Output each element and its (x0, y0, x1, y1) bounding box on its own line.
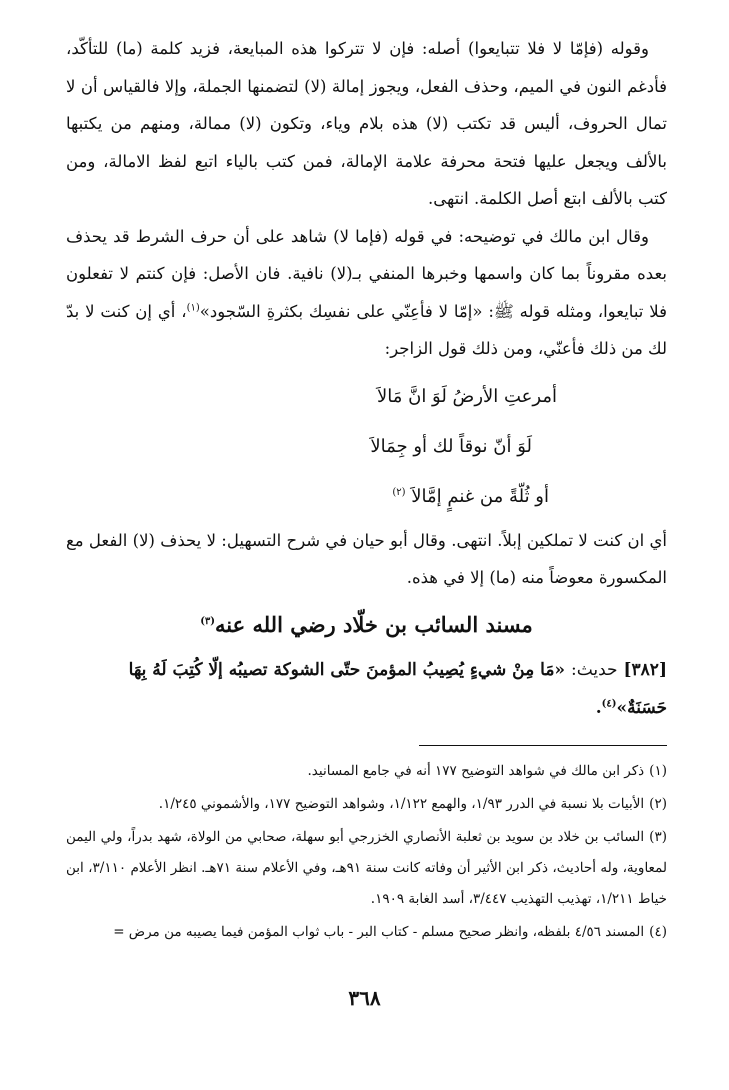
hadith-number: [٣٨٢] (623, 659, 667, 680)
verse-line: أمرعتِ الأرضُ لَوَ انَّ مَالاَ (377, 385, 557, 407)
footnote-marker: (٢) (392, 486, 406, 498)
footnote (66, 822, 667, 915)
body-paragraph: وقال ابن مالك في توضيحه: في قوله (فإما لا) شاهد على أن حرف الشرط قد يحذف بعده مقروناً بما كان واسمها وخبرها المنفي بـ(لا) نافية. فان الأصل: فإن كنتم لا تفعلون فلا تبايعوا، ومثله قوله ﷺ: «إمّا لا فأعِنّي على نفسِك بكثرةِ السّجود»$^{(١)}$، أي إن كنت لا بدّ لك من ذلك فأعنّي، ومن ذلك قول الزاجر: (66, 226, 667, 358)
footnote-number: (٢) (649, 795, 667, 812)
footnote-text: السائب بن خلاد بن سويد بن ثعلبة الأنصاري الخزرجي أبو سهلة، صحابي من الولاة، شهد بدراً، ولي اليمن لمعاوية، وله أحاديث، ذكر ابن الأثير أن وفاته كانت سنة ٩١هـ، وفي الأعلام سنة ٧١هـ. انظر الأعلام ٣/١١٠، ابن خياط ١/٢١١، تهذيب التهذيب ٣/٤٤٧، أسد الغابة ١٩٠٩. (66, 828, 667, 907)
hadith-entry: [٣٨٢] حديث: «مَا مِنْ شيءٍ يُصِيبُ المؤمنَ حتّى الشوكة تصيبُه إلّا كُتِبَ لَهُ بِهَا حَسَنَةٌ»$^{(٤)}$. (128, 659, 667, 718)
hadith-text: «مَا مِنْ شيءٍ يُصِيبُ المؤمنَ حتّى الشوكة تصيبُه إلّا كُتِبَ لَهُ بِهَا حَسَنَةٌ» (128, 659, 667, 718)
verse-line (66, 472, 667, 522)
footnote-divider (419, 745, 667, 746)
section-title (66, 601, 667, 649)
footnote-number: (١) (649, 762, 667, 779)
paragraph-text: أي إن كنت لا بدّ لك من ذلك فأعنّي، ومن ذلك قول الزاجر: (66, 301, 667, 358)
paragraph-text: وقال ابن مالك في توضيحه: في قوله (فإما لا) شاهد على أن حرف الشرط قد يحذف بعده مقروناً بما كان واسمها وخبرها المنفي بـ(لا) نافية. فان الأصل: فإن كنتم لا تفعلون فلا تبايعوا، ومثله قوله ﷺ: «إمّا لا فأعِنّي على نفسِك بكثرةِ السّجود» (66, 226, 667, 321)
footnote-number: (٤) (649, 923, 667, 940)
verse-line: لَوَ أنّ نوقاً لك أو جِمَالاَ (370, 435, 532, 457)
footnote (66, 756, 667, 787)
body-paragraph: وقوله (فإمّا لا فلا تتبايعوا) أصله: فإن لا تتركوا هذه المبايعة، فزيد كلمة (ما) للتأكّد، فأدغم النون في الميم، وحذف الفعل، ويجوز إمالة (لا) لتضمنها الجملة، وإلا فالقياس أن لا تمال الحروف، أليس قد تكتب (لا) هذه بلام وياء، وتكون (لا) ممالة، ومنهم من يكتبها بالألف ويجعل عليها فتحة محرفة علامة الإمالة، فمن كتب بالياء اتبع لفظ الامالة، ومن كتب بالألف ابتع أصل الكلمة. انتهى. (66, 39, 667, 208)
footnotes (66, 756, 667, 948)
footnote-text: المسند ٤/٥٦ بلفظه، وانظر صحيح مسلم - كتاب البر - باب ثواب المؤمن فيما يصيبه من مرض = (113, 923, 645, 940)
page-number: ٣٦٨ (348, 986, 381, 1010)
footnote-marker: (١) (186, 302, 200, 313)
footnote (66, 789, 667, 820)
section-title-text: مسند السائب بن خلّاد رضي الله عنه (215, 611, 533, 637)
document-page (66, 30, 667, 1090)
footnote (66, 917, 667, 948)
verse-text: أو ثُلّةً من غنمٍ إمَّالاَ (411, 485, 549, 507)
footnote-text: الأبيات بلا نسبة في الدرر ١/٩٣، والهمع ١/١٢٢، وشواهد التوضيح ١٧٧، والأشموني ١/٢٤٥. (158, 795, 645, 812)
body-paragraph: أي ان كنت لا تملكين إبلاً. انتهى. وقال أبو حيان في شرح التسهيل: لا يحذف (لا) الفعل مع المكسورة معوضاً منه (ما) إلا في هذه. (66, 530, 667, 587)
footnote-text: ذكر ابن مالك في شواهد التوضيح ١٧٧ أنه في جامع المسانيد. (307, 762, 645, 779)
footnote-marker: (٣) (200, 615, 216, 627)
footnote-number: (٣) (649, 828, 667, 845)
hadith-intro: حديث: (570, 659, 618, 680)
footnote-marker: (٤) (601, 697, 617, 709)
